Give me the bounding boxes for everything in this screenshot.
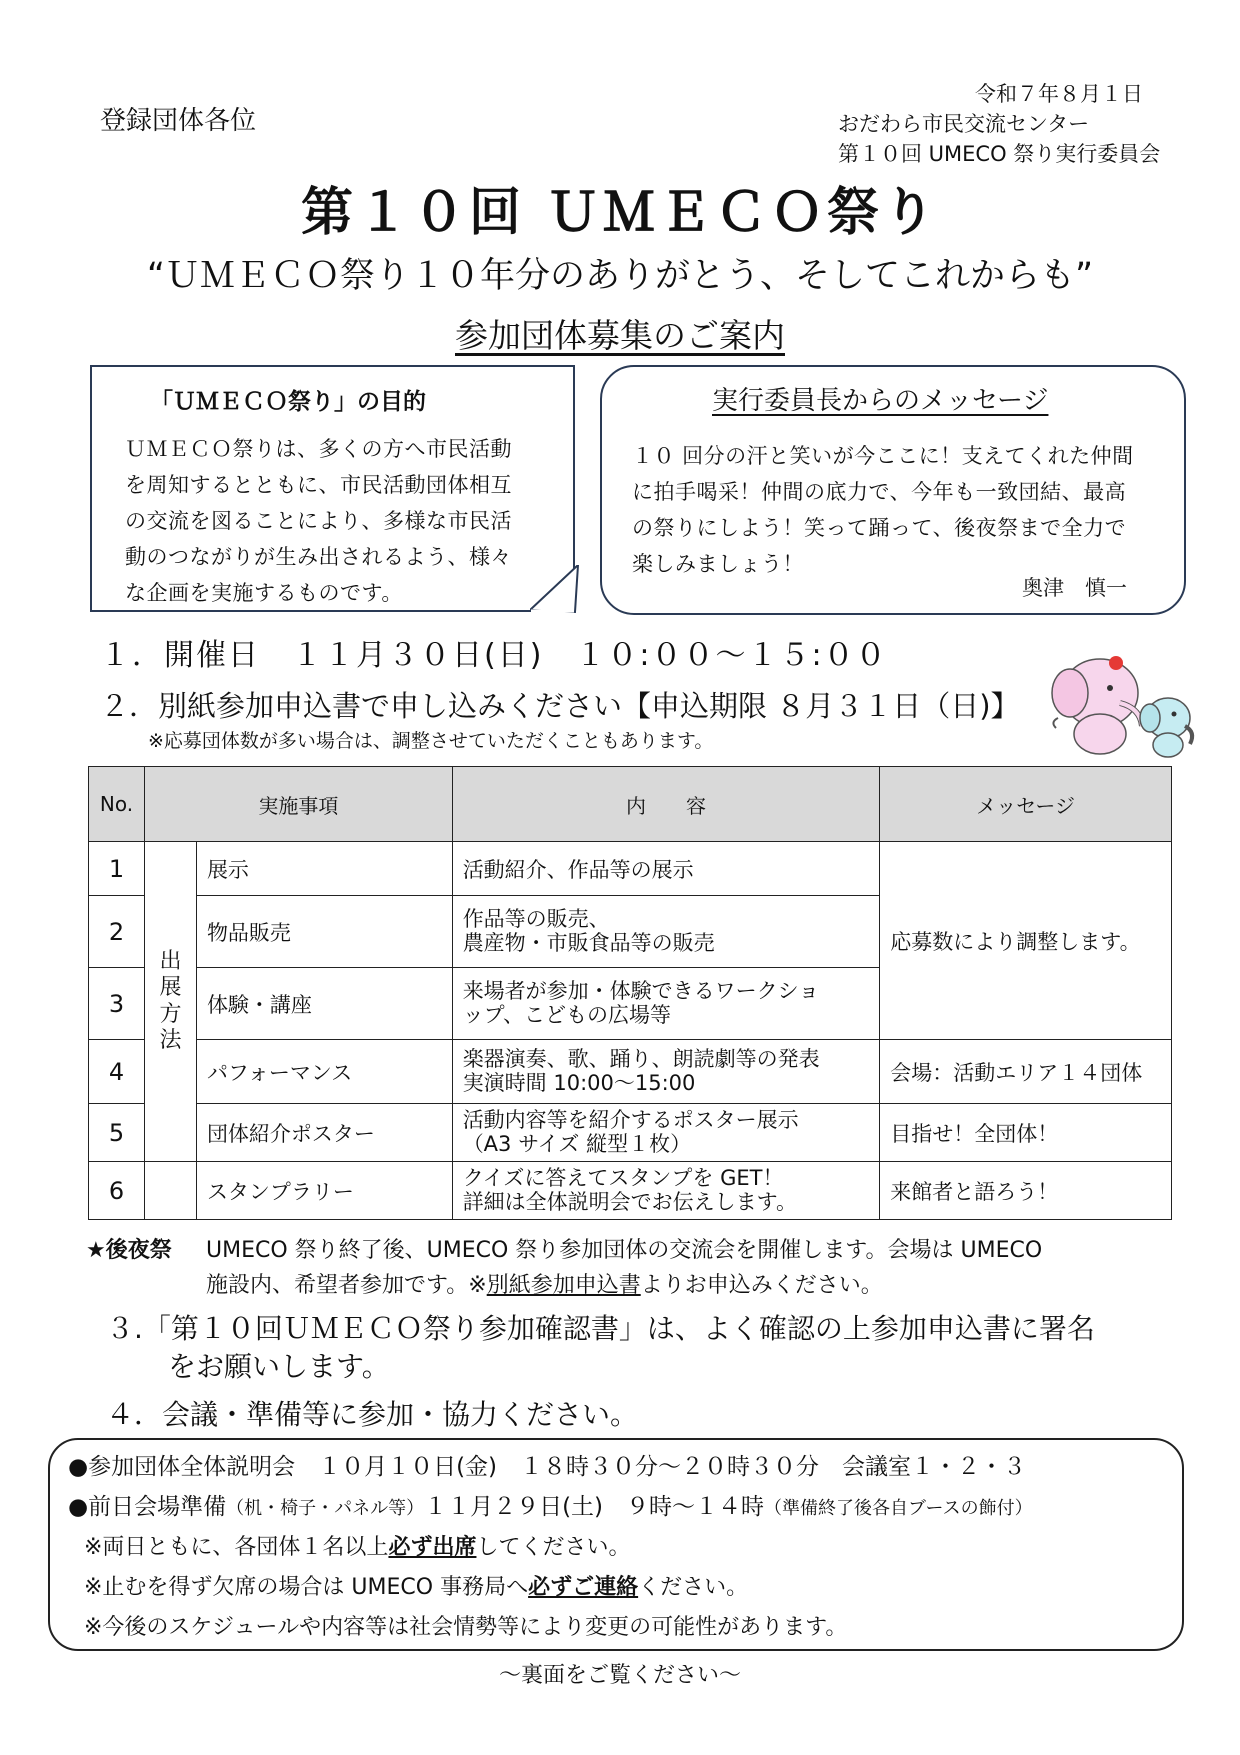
row-content-line: 実演時間 10:00～15:00 [462,1070,696,1095]
note-absence [84,1570,748,1601]
section-confirm-line-1: ３.「第１０回ＵＭＥＣＯ祭り参加確認書」は、よく確認の上参加申込書に署名 [106,1312,1095,1345]
page-title: 第１０回 ＵＭＥＣＯ祭り [300,183,940,243]
row-no: 2 [89,896,145,968]
section-date: １．開催日 １１月３０日(日) １０:００～１５:００ [100,638,888,673]
speech-tail-icon [530,565,590,615]
row-content-line: 活動内容等を紹介するポスター展示 [462,1108,799,1133]
message-title: 実行委員長からのメッセージ [712,386,1049,416]
row-content-line: 来場者が参加・体験できるワークショ [462,979,820,1004]
setup-note: （準備終了後各自ブースの飾付） [764,1498,1033,1519]
section-apply: ２．別紙参加申込書で申し込みください【申込期限 ８月３１日（日)】 [100,689,1020,723]
organizer-line-2: 第１０回 UMECO 祭り実行委員会 [838,142,1161,166]
note-text: ※両日ともに、各団体１名以上 [84,1535,389,1560]
schedule-briefing: ●参加団体全体説明会 １０月１０日(金) １８時３０分～２０時３０分 会議室１・２・３ [68,1454,1027,1480]
row-message: 来館者と語ろう！ [880,1162,1172,1220]
note-text: してください。 [476,1535,631,1560]
afterparty-line-1: UMECO 祭り終了後、UMECO 祭り参加団体の交流会を開催します。会場は UMECO [206,1238,1043,1263]
row-content [452,968,880,1040]
row-content [452,1040,880,1104]
message-line: 楽しみましょう！ [632,552,804,576]
setup-items: （机・椅子・パネル等） [226,1498,425,1519]
row-item: 団体紹介ポスター [196,1104,452,1162]
col-header-item: 実施事項 [144,767,452,842]
exhibit-table [88,766,1172,1220]
group-label-exhibit-method [144,842,196,1162]
purpose-line: な企画を実施するものです。 [125,581,403,605]
schedule-setup [68,1488,1033,1521]
row-content [452,1162,880,1220]
row-item: パフォーマンス [196,1040,452,1104]
empty-cell [144,1162,196,1220]
row-item: 物品販売 [196,896,452,968]
note-text: ください。 [638,1575,749,1600]
purpose-line: ＵＭＥＣＯ祭りは、多くの方へ市民活動 [125,437,512,461]
row-no: 3 [89,968,145,1040]
setup-datetime: １１月２９日(土) ９時～１４時 [424,1494,765,1520]
row-no: 5 [89,1104,145,1162]
note-emphasis: 必ずご連絡 [528,1575,639,1600]
merged-message: 応募数により調整します。 [880,842,1172,1040]
section-confirm-line-2: をお願いします。 [168,1350,390,1383]
section-apply-note: ※応募団体数が多い場合は、調整させていただくこともあります。 [148,730,714,752]
group-label-char: 法 [159,1027,182,1053]
row-content-line: ップ、こどもの広場等 [462,1002,672,1027]
note-attendance [84,1530,630,1561]
row-no: 6 [89,1162,145,1220]
addressee: 登録団体各位 [100,106,257,136]
row-content-line: 活動紹介、作品等の展示 [462,857,694,882]
purpose-line: 動のつながりが生み出されるよう、様々 [125,545,512,569]
row-message: 会場：活動エリア１４団体 [880,1040,1172,1104]
message-line: に拍手喝采！仲間の底力で、今年も一致団結、最高 [632,480,1127,504]
afterparty-line-2 [206,1268,883,1299]
row-no: 4 [89,1040,145,1104]
message-line: の祭りにしよう！笑って踊って、後夜祭まで全力で [632,516,1127,540]
note-text: ※止むを得ず欠席の場合は UMECO 事務局へ [84,1575,529,1600]
col-header-no: No. [89,767,145,842]
row-content-line: クイズに答えてスタンプを GET！ [462,1166,784,1191]
elephant-mascot-icon [1050,648,1200,760]
date: 令和７年８月１日 [975,82,1143,106]
message-signature: 奥津 慎一 [1022,576,1127,600]
row-item: 展示 [196,842,452,896]
row-content [452,896,880,968]
row-content-line: 楽器演奏、歌、踊り、朗読劇等の発表 [462,1047,820,1072]
message-line: １０ 回分の汗と笑いが今ここに！支えてくれた仲間 [632,444,1134,468]
section-meeting: ４．会議・準備等に参加・協力ください。 [106,1398,639,1431]
note-change: ※今後のスケジュールや内容等は社会情勢等により変更の可能性があります。 [84,1615,848,1640]
row-content [452,842,880,896]
organizer-line-1: おだわら市民交流センター [838,112,1090,136]
application-form-ref: 別紙参加申込書 [486,1273,641,1298]
afterparty-label: ★後夜祭 [86,1238,172,1263]
subtitle: “ＵＭＥＣＯ祭り１０年分のありがとう、そしてこれからも” [146,256,1094,296]
afterparty-text: 施設内、希望者参加です。※ [206,1273,487,1298]
col-header-content: 内 容 [452,767,880,842]
afterparty-text: よりお申込みください。 [640,1273,883,1298]
group-label-char: 方 [159,1001,182,1027]
setup-label: ●前日会場準備 [68,1494,227,1520]
row-item: スタンプラリー [196,1162,452,1220]
note-emphasis: 必ず出席 [388,1535,477,1560]
footer-see-back: ～裏面をご覧ください～ [498,1663,741,1688]
purpose-line: の交流を図ることにより、多様な市民活 [125,509,512,533]
purpose-line: を周知するとともに、市民活動団体相互 [125,473,512,497]
purpose-title: 「ＵＭＥＣＯ祭り」の目的 [150,389,426,415]
recruitment-heading: 参加団体募集のご案内 [455,316,785,355]
row-no: 1 [89,842,145,896]
row-content-line: （A3 サイズ 縦型１枚） [462,1131,692,1156]
row-content [452,1104,880,1162]
row-content-line: 詳細は全体説明会でお伝えします。 [462,1189,798,1214]
row-content-line: 作品等の販売、 [462,907,610,932]
group-label-char: 出 [159,948,182,974]
col-header-message: メッセージ [880,767,1172,842]
row-message: 目指せ！全団体！ [880,1104,1172,1162]
row-item: 体験・講座 [196,968,452,1040]
group-label-char: 展 [159,975,182,1001]
row-content-line: 農産物・市販食品等の販売 [462,930,715,955]
